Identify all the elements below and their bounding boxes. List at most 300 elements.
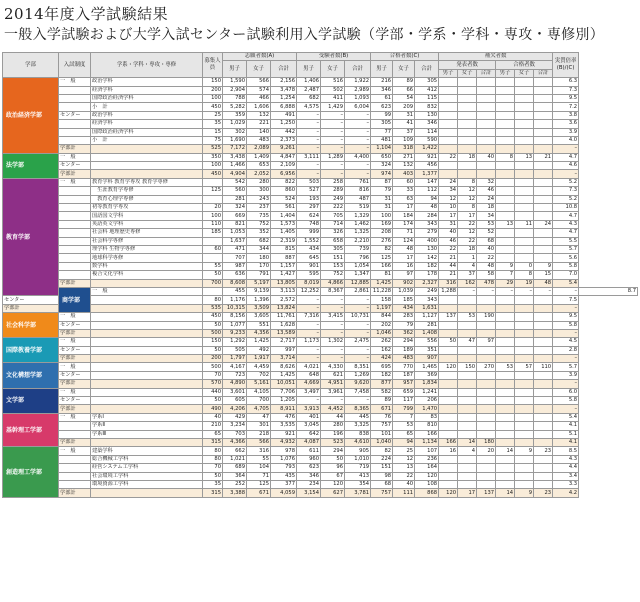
value-cell — [515, 413, 534, 421]
value-cell — [477, 304, 496, 312]
header-female: 女子 — [393, 61, 415, 78]
value-cell: – — [321, 145, 345, 153]
system-cell: 一 般 — [59, 447, 91, 455]
value-cell: 703 — [223, 430, 247, 438]
value-cell: 206 — [415, 397, 439, 405]
value-cell — [439, 321, 458, 329]
value-cell: 4,087 — [297, 438, 321, 446]
value-cell: 316 — [439, 279, 458, 287]
value-cell — [515, 195, 534, 203]
value-cell: 3,415 — [321, 313, 345, 321]
value-cell: 3,045 — [297, 422, 321, 430]
capacity-cell: 15 — [203, 128, 223, 136]
value-cell — [496, 296, 515, 304]
value-cell — [439, 136, 458, 144]
system-cell: 学部計 — [59, 145, 91, 153]
value-cell: 5.4 — [553, 279, 579, 287]
value-cell — [496, 438, 515, 446]
value-cell — [477, 145, 496, 153]
value-cell — [458, 162, 477, 170]
value-cell — [534, 405, 553, 413]
value-cell: 516 — [321, 78, 345, 86]
value-cell: 23 — [534, 489, 553, 497]
value-cell: 1,269 — [345, 371, 371, 379]
value-cell: 24 — [477, 195, 496, 203]
value-cell — [439, 397, 458, 405]
value-cell: – — [458, 287, 477, 295]
table-row-total — [3, 145, 638, 153]
value-cell: 13 — [515, 153, 534, 161]
capacity-cell: 500 — [203, 363, 223, 371]
value-cell: 1,325 — [345, 229, 371, 237]
value-cell: 270 — [477, 363, 496, 371]
capacity-cell: 350 — [203, 153, 223, 161]
value-cell: 1,039 — [393, 287, 415, 295]
value-cell: 627 — [321, 489, 345, 497]
value-cell — [496, 355, 515, 363]
value-cell: 3,714 — [271, 355, 297, 363]
value-cell — [496, 212, 515, 220]
capacity-cell: 50 — [203, 321, 223, 329]
department-cell: 政治学科 — [91, 111, 203, 119]
value-cell — [477, 472, 496, 480]
department-cell: 国際政治経済学科 — [91, 128, 203, 136]
value-cell — [534, 237, 553, 245]
value-cell — [458, 455, 477, 463]
value-cell: 10.8 — [553, 204, 579, 212]
value-cell: 57 — [515, 363, 534, 371]
value-cell: 5.8 — [553, 321, 579, 329]
value-cell: 169 — [371, 220, 393, 228]
value-cell: 650 — [371, 153, 393, 161]
value-cell: 3,913 — [297, 405, 321, 413]
value-cell: 7,706 — [271, 388, 297, 396]
table-row — [3, 204, 638, 212]
value-cell: 97 — [393, 271, 415, 279]
system-cell — [59, 103, 91, 111]
department-cell — [91, 489, 203, 497]
value-cell: 799 — [393, 405, 415, 413]
value-cell — [439, 430, 458, 438]
department-cell — [91, 397, 203, 405]
value-cell: 429 — [223, 413, 247, 421]
value-cell: 13 — [496, 220, 515, 228]
value-cell: 4.7 — [553, 212, 579, 220]
value-cell: 82 — [371, 245, 393, 253]
value-cell: 243 — [247, 195, 271, 203]
value-cell: 2,904 — [223, 86, 247, 94]
value-cell: 108 — [415, 480, 439, 488]
value-cell — [496, 397, 515, 405]
value-cell: 689 — [223, 464, 247, 472]
value-cell: 209 — [393, 103, 415, 111]
value-cell: – — [553, 329, 579, 337]
value-cell — [458, 422, 477, 430]
value-cell — [458, 355, 477, 363]
value-cell: 96 — [321, 464, 345, 472]
value-cell: 658 — [321, 237, 345, 245]
value-cell: 2,319 — [271, 237, 297, 245]
department-cell: 総合機械工学科 — [91, 455, 203, 463]
value-cell: 22 — [458, 220, 477, 228]
value-cell: 24 — [439, 178, 458, 186]
capacity-cell — [203, 178, 223, 186]
value-cell: 621 — [321, 371, 345, 379]
value-cell: – — [321, 355, 345, 363]
value-cell — [515, 128, 534, 136]
value-cell: – — [345, 304, 371, 312]
system-cell — [59, 455, 91, 463]
value-cell — [458, 480, 477, 488]
value-cell: – — [345, 111, 371, 119]
value-cell — [439, 413, 458, 421]
value-cell: 352 — [247, 229, 271, 237]
value-cell: 1,573 — [271, 220, 297, 228]
value-cell: 5.7 — [553, 363, 579, 371]
table-row — [3, 187, 638, 195]
value-cell: 44 — [439, 262, 458, 270]
value-cell: 723 — [223, 371, 247, 379]
value-cell — [496, 136, 515, 144]
value-cell: 190 — [477, 313, 496, 321]
value-cell: 1,429 — [321, 103, 345, 111]
value-cell: 281 — [415, 321, 439, 329]
value-cell: 1,690 — [223, 136, 247, 144]
value-cell — [515, 170, 534, 178]
table-row — [3, 220, 638, 228]
value-cell — [496, 338, 515, 346]
system-cell: 一 般 — [59, 363, 91, 371]
value-cell: – — [321, 329, 345, 337]
value-cell: 147 — [415, 178, 439, 186]
value-cell — [439, 162, 458, 170]
value-cell: 3,605 — [247, 313, 271, 321]
value-cell: 16 — [439, 447, 458, 455]
table-row — [3, 455, 638, 463]
value-cell — [515, 78, 534, 86]
department-cell: 経済学科 — [91, 120, 203, 128]
value-cell — [534, 355, 553, 363]
value-cell: 364 — [223, 472, 247, 480]
value-cell: 662 — [223, 447, 247, 455]
table-row — [3, 136, 638, 144]
capacity-cell: 50 — [203, 271, 223, 279]
table-row-total — [3, 489, 638, 497]
system-cell: センター — [59, 346, 91, 354]
value-cell — [439, 355, 458, 363]
value-cell — [477, 86, 496, 94]
value-cell: 8,608 — [223, 279, 247, 287]
value-cell: 502 — [321, 86, 345, 94]
value-cell — [534, 245, 553, 253]
value-cell — [477, 162, 496, 170]
value-cell: – — [553, 170, 579, 178]
value-cell: 48 — [534, 279, 553, 287]
header-total: 合計 — [271, 61, 297, 78]
value-cell: 1,797 — [223, 355, 247, 363]
value-cell — [439, 94, 458, 102]
value-cell: 8,365 — [345, 405, 371, 413]
system-cell: センター — [59, 371, 91, 379]
value-cell: 566 — [247, 78, 271, 86]
capacity-cell: 450 — [203, 170, 223, 178]
value-cell: 796 — [345, 254, 371, 262]
value-cell: 1,917 — [247, 355, 271, 363]
value-cell: 11,761 — [271, 313, 297, 321]
value-cell: – — [321, 162, 345, 170]
value-cell: 34 — [439, 187, 458, 195]
value-cell: 7.2 — [553, 103, 579, 111]
value-cell: 8,367 — [321, 287, 345, 295]
value-cell: 1,628 — [271, 321, 297, 329]
header-male: 男子 — [223, 61, 247, 78]
capacity-cell: 60 — [203, 245, 223, 253]
value-cell — [477, 405, 496, 413]
value-cell — [439, 304, 458, 312]
department-cell — [91, 279, 203, 287]
value-cell: 111 — [393, 489, 415, 497]
value-cell: 71 — [247, 472, 271, 480]
value-cell: 301 — [247, 422, 271, 430]
value-cell: – — [297, 296, 321, 304]
system-cell: 学部計 — [59, 405, 91, 413]
value-cell: 130 — [415, 111, 439, 119]
value-cell: 193 — [297, 195, 321, 203]
value-cell — [534, 455, 553, 463]
page-title: 2014年度入学試験結果 — [4, 5, 169, 23]
value-cell: 9 — [515, 489, 534, 497]
header-total: 合計 — [345, 61, 371, 78]
value-cell: 104 — [247, 464, 271, 472]
value-cell: 101 — [371, 430, 393, 438]
value-cell: 21 — [534, 153, 553, 161]
value-cell: 999 — [297, 229, 321, 237]
value-cell — [439, 78, 458, 86]
value-cell: 170 — [247, 262, 271, 270]
department-cell: 複合文化学科 — [91, 271, 203, 279]
value-cell — [515, 103, 534, 111]
capacity-cell: 315 — [203, 438, 223, 446]
value-cell: 279 — [415, 229, 439, 237]
value-cell: 757 — [371, 422, 393, 430]
value-cell — [496, 422, 515, 430]
value-cell — [458, 346, 477, 354]
system-cell: 学部計 — [59, 170, 91, 178]
value-cell: 4 — [458, 447, 477, 455]
value-cell: 216 — [371, 78, 393, 86]
value-cell: 752 — [321, 271, 345, 279]
value-cell: 164 — [415, 464, 439, 472]
value-cell: 53 — [393, 422, 415, 430]
capacity-cell: 70 — [203, 371, 223, 379]
value-cell: 83 — [415, 413, 439, 421]
value-cell — [534, 162, 553, 170]
value-cell: 2,861 — [345, 287, 371, 295]
value-cell: – — [321, 111, 345, 119]
value-cell: 2,717 — [271, 338, 297, 346]
value-cell: 4,105 — [247, 388, 271, 396]
value-cell: 58 — [477, 271, 496, 279]
value-cell: 527 — [297, 187, 321, 195]
value-cell — [439, 480, 458, 488]
value-cell: 9 — [496, 262, 515, 270]
value-cell: 411 — [321, 94, 345, 102]
value-cell: 41 — [393, 120, 415, 128]
department-cell — [91, 388, 203, 396]
value-cell: – — [297, 346, 321, 354]
value-cell: 300 — [247, 187, 271, 195]
value-cell: 2,052 — [247, 170, 271, 178]
value-cell — [534, 128, 553, 136]
value-cell — [439, 170, 458, 178]
table-row — [3, 162, 638, 170]
table-row — [3, 103, 638, 111]
value-cell — [515, 397, 534, 405]
value-cell: 202 — [371, 321, 393, 329]
value-cell — [515, 162, 534, 170]
table-row — [3, 363, 638, 371]
value-cell: 605 — [223, 397, 247, 405]
capacity-cell: 450 — [203, 103, 223, 111]
value-cell: 81 — [371, 271, 393, 279]
value-cell: 189 — [393, 346, 415, 354]
value-cell: 7,316 — [297, 313, 321, 321]
value-cell: – — [321, 136, 345, 144]
department-cell: 学系Ⅰ — [91, 413, 203, 421]
value-cell: – — [534, 287, 553, 295]
value-cell: 816 — [345, 187, 371, 195]
value-cell — [439, 371, 458, 379]
table-row — [3, 128, 638, 136]
value-cell: 4,904 — [223, 170, 247, 178]
value-cell — [515, 329, 534, 337]
value-cell: 369 — [415, 371, 439, 379]
system-cell — [59, 422, 91, 430]
value-cell: – — [297, 145, 321, 153]
value-cell: 187 — [393, 371, 415, 379]
value-cell: – — [553, 287, 579, 295]
table-row — [3, 296, 638, 304]
value-cell: 8.7 — [579, 287, 638, 295]
table-row-total — [3, 279, 638, 287]
value-cell — [534, 229, 553, 237]
value-cell: 280 — [321, 422, 345, 430]
value-cell: 137 — [477, 489, 496, 497]
value-cell: 1,408 — [415, 329, 439, 337]
table-header — [3, 53, 638, 78]
value-cell: 1,409 — [247, 153, 271, 161]
value-cell: 16 — [393, 262, 415, 270]
value-cell: 12 — [393, 455, 415, 463]
capacity-cell: 55 — [203, 262, 223, 270]
department-cell — [91, 304, 203, 312]
value-cell: 1,176 — [223, 296, 247, 304]
value-cell: 29 — [496, 279, 515, 287]
value-cell: 60 — [393, 178, 415, 186]
value-cell: 178 — [415, 271, 439, 279]
department-cell: 環境資源工学科 — [91, 480, 203, 488]
value-cell: 137 — [439, 313, 458, 321]
value-cell: 5.6 — [553, 254, 579, 262]
value-cell: 31 — [439, 220, 458, 228]
value-cell — [515, 455, 534, 463]
value-cell — [477, 111, 496, 119]
value-cell: 669 — [223, 212, 247, 220]
header-female: 女子 — [458, 69, 477, 77]
value-cell: – — [297, 111, 321, 119]
value-cell — [477, 94, 496, 102]
value-cell: 1,093 — [345, 94, 371, 102]
value-cell — [458, 296, 477, 304]
value-cell: 821 — [223, 220, 247, 228]
header-announced: 発表者数 — [439, 61, 496, 69]
value-cell — [534, 254, 553, 262]
value-cell: 4.7 — [553, 153, 579, 161]
value-cell — [496, 371, 515, 379]
value-cell: 31 — [371, 204, 393, 212]
value-cell — [458, 120, 477, 128]
capacity-cell: 80 — [203, 447, 223, 455]
value-cell: – — [345, 145, 371, 153]
value-cell: 11,228 — [371, 287, 393, 295]
value-cell — [458, 94, 477, 102]
capacity-cell: 35 — [203, 120, 223, 128]
value-cell: 3,154 — [297, 489, 321, 497]
value-cell — [477, 380, 496, 388]
value-cell: 34 — [477, 212, 496, 220]
value-cell: 180 — [247, 254, 271, 262]
value-cell: 1,425 — [371, 279, 393, 287]
value-cell: 793 — [271, 464, 297, 472]
value-cell — [515, 296, 534, 304]
value-cell: 13,589 — [271, 329, 297, 337]
department-cell — [91, 153, 203, 161]
value-cell: 13,824 — [271, 304, 297, 312]
value-cell: 47 — [458, 338, 477, 346]
value-cell: 44 — [321, 413, 345, 421]
value-cell: 249 — [321, 195, 345, 203]
value-cell: 4,866 — [321, 279, 345, 287]
table-row-total — [3, 355, 638, 363]
value-cell: 324 — [223, 204, 247, 212]
table-row — [3, 94, 638, 102]
value-cell: 40 — [477, 245, 496, 253]
value-cell: 1,329 — [345, 212, 371, 220]
value-cell — [534, 187, 553, 195]
system-cell: 学部計 — [3, 304, 59, 312]
value-cell: – — [553, 145, 579, 153]
value-cell: 3,509 — [247, 304, 271, 312]
value-cell — [439, 422, 458, 430]
value-cell: 7.3 — [553, 187, 579, 195]
value-cell — [458, 86, 477, 94]
value-cell: 87 — [371, 178, 393, 186]
value-cell: 37 — [393, 128, 415, 136]
value-cell: 435 — [271, 472, 297, 480]
system-cell: センター — [59, 162, 91, 170]
value-cell — [515, 371, 534, 379]
system-cell: 一 般 — [59, 338, 91, 346]
capacity-cell: 125 — [203, 187, 223, 195]
value-cell: 921 — [271, 430, 297, 438]
value-cell: 17 — [458, 489, 477, 497]
value-cell: 561 — [271, 204, 297, 212]
system-cell: 学部計 — [59, 380, 91, 388]
value-cell — [477, 371, 496, 379]
value-cell: 3,478 — [271, 86, 297, 94]
value-cell — [477, 397, 496, 405]
value-cell: 4,459 — [247, 363, 271, 371]
